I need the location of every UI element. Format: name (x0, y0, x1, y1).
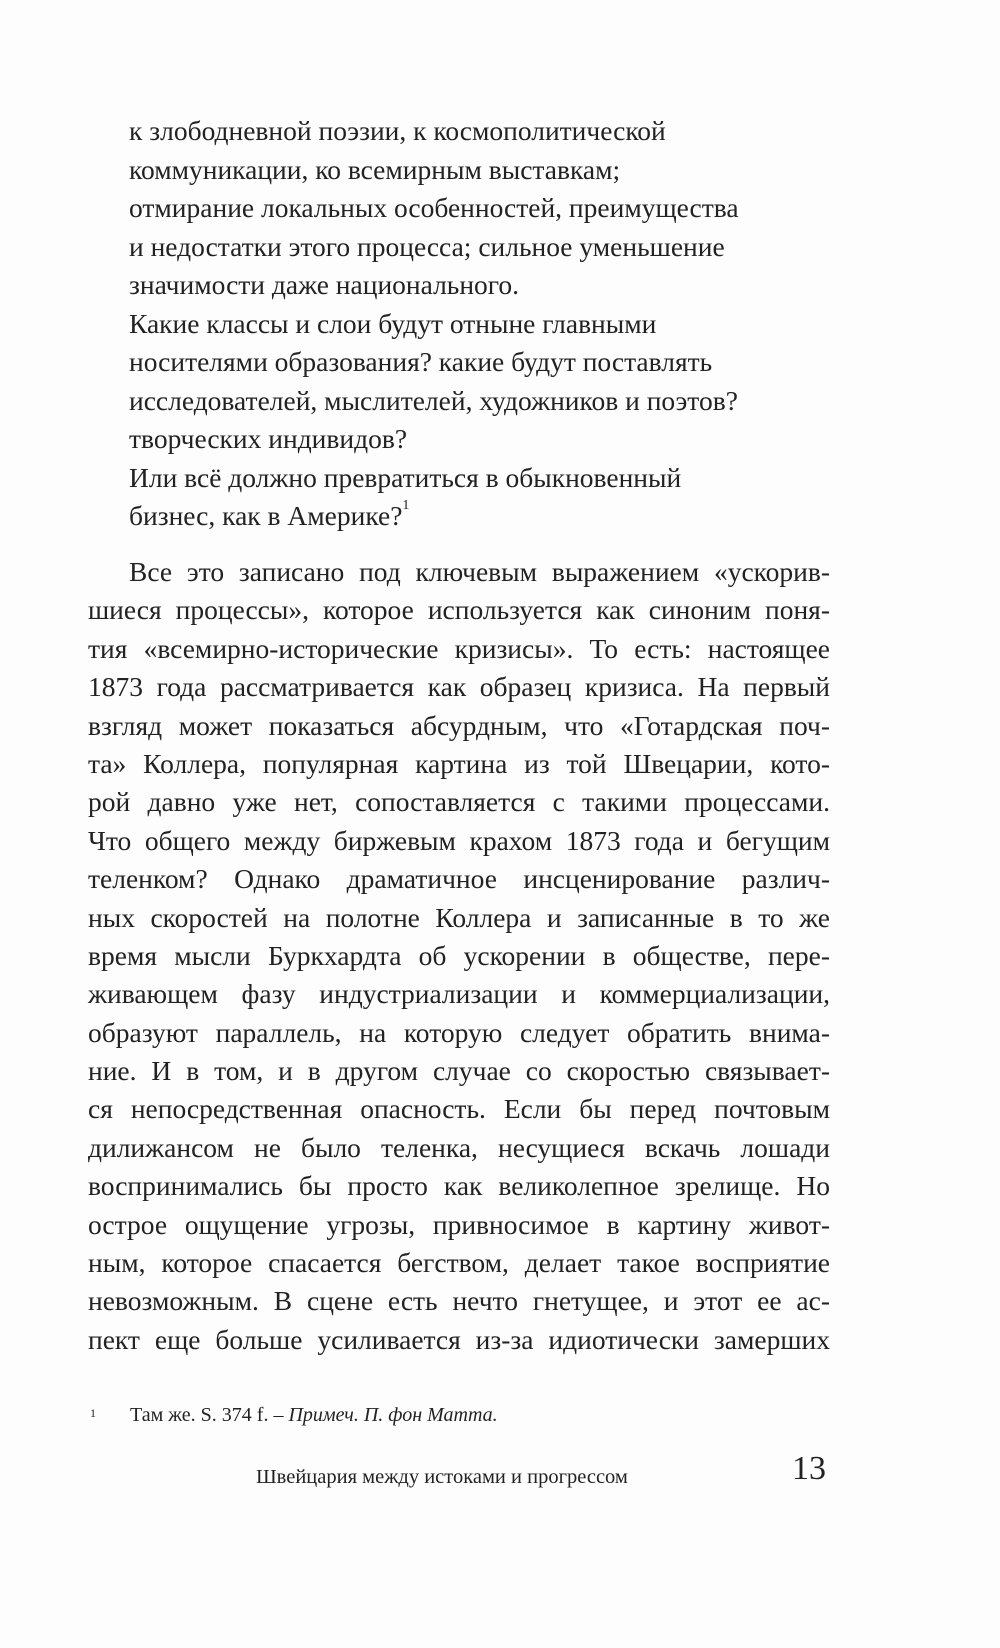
footnote-italic-note: Примеч. П. фон Матта. (288, 1404, 498, 1426)
paragraph-line: рой давно уже нет, сопоставляется с такими процессами. (88, 786, 830, 818)
quote-line: носителями образования? какие будут поставлять (129, 346, 713, 377)
quote-line: Или всё должно превратиться в обыкновенный (129, 461, 682, 493)
running-footer-title: Швейцария между истоками и прогрессом (256, 1466, 628, 1488)
quote-line: значимости даже национального. (129, 269, 520, 300)
paragraph-line: живающем фазу индустриализации и коммерциализации, (88, 978, 830, 1010)
paragraph-line: ных скоростей на полотне Коллера и записанные в то же (88, 901, 830, 933)
paragraph-line: Что общего между биржевым крахом 1873 года и бегущим (88, 824, 830, 856)
paragraph-line: тия «всемирно-исторические кризисы». То есть: настоящее (88, 632, 830, 664)
paragraph-line: 1873 года рассматривается как образец кризиса. На первый (88, 671, 830, 703)
block-quote (129, 112, 849, 536)
quote-line: и недостатки этого процесса; сильное уменьшение (129, 230, 725, 262)
quote-last-text: бизнес, как в Америке? (129, 500, 403, 531)
paragraph-line: пект еще больше усиливается из-за идиотически замерших (88, 1323, 830, 1355)
paragraph-line: та» Коллера, популярная картина из той Швецарии, кото- (88, 747, 830, 779)
body-paragraph (88, 553, 830, 1359)
quote-line: Какие классы и слои будут отныне главными (129, 307, 657, 339)
paragraph-line: ся непосредственная опасность. Если бы перед почтовым (88, 1093, 830, 1125)
paragraph-line: острое ощущение угрозы, привносимое в картину живот- (88, 1208, 830, 1240)
paragraph-line: теленком? Однако драматичное инсценирование различ- (88, 863, 830, 895)
footnote-text: Там же. S. 374 f. – (130, 1404, 289, 1426)
paragraph-line: Все это записано под ключевым выражением «ускорив- (129, 556, 830, 587)
quote-line: коммуникации, ко всемирным выставкам; (129, 153, 621, 185)
quote-line: к злободневной поэзии, к космополитической (129, 115, 666, 146)
paragraph-line: ние. И в том, и в другом случае со скоростью связывает- (88, 1055, 830, 1087)
footnote (90, 1402, 498, 1428)
paragraph-line: воспринимались бы просто как великолепное зрелище. Но (88, 1170, 830, 1202)
page-number: 13 (792, 1450, 826, 1487)
quote-line-last (129, 497, 849, 536)
paragraph-line: невозможным. В сцене есть нечто гнетущее, и этот ее ас- (88, 1285, 830, 1317)
paragraph-line: взгляд может показаться абсурдным, что «Готардская поч- (88, 709, 830, 741)
quote-line: исследователей, мыслителей, художников и поэтов? (129, 384, 738, 416)
footnote-mark: 1 (90, 1406, 96, 1420)
paragraph-line: время мысли Буркхардта об ускорении в обществе, пере- (88, 939, 830, 971)
quote-line: отмирание локальных особенностей, преимущества (129, 192, 739, 223)
paragraph-line: дилижансом не было теленка, несущиеся вскачь лошади (88, 1131, 830, 1163)
quote-line: творческих индивидов? (129, 423, 408, 454)
paragraph-line: образуют параллель, на которую следует обратить внима- (88, 1016, 830, 1048)
paragraph-line: ным, которое спасается бегством, делает такое восприятие (88, 1247, 830, 1279)
footnote-reference[interactable]: 1 (402, 498, 410, 513)
paragraph-line: шиеся процессы», которое используется как синоним поня- (88, 594, 830, 626)
